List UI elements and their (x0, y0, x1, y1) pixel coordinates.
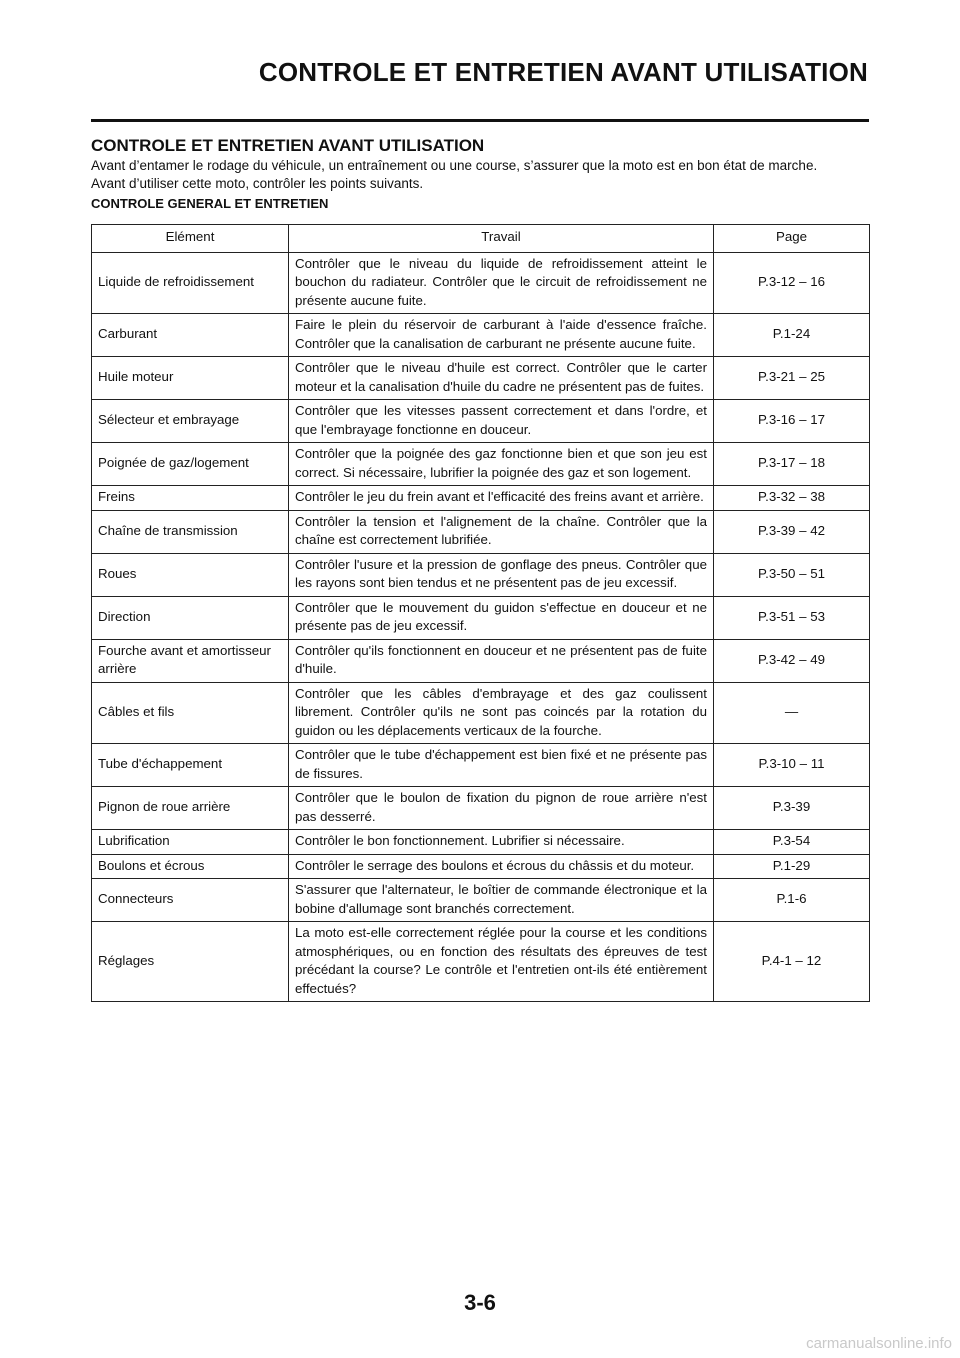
section-title: CONTROLE ET ENTRETIEN AVANT UTILISATION (91, 136, 485, 155)
cell-page: P.3-21 – 25 (714, 357, 870, 400)
cell-page: P.3-10 – 11 (714, 744, 870, 787)
intro-line: Avant d’entamer le rodage du véhicule, un entraînement ou une course, s’assurer que la moto est en bon état de marche. (91, 158, 818, 173)
table-row (92, 357, 870, 400)
table-body (92, 252, 870, 1002)
cell-element: Pignon de roue arrière (92, 787, 289, 830)
page-number: 3-6 (464, 1290, 496, 1315)
cell-element: Sélecteur et embrayage (92, 400, 289, 443)
cell-work: Contrôler qu'ils fonctionnent en douceur et ne présentent pas de fuite d'huile. (289, 639, 714, 682)
table-row (92, 596, 870, 639)
cell-element: Connecteurs (92, 879, 289, 922)
cell-work: Contrôler le serrage des boulons et écrous du châssis et du moteur. (289, 854, 714, 879)
cell-work: Contrôler que la poignée des gaz fonctionne bien et que son jeu est correct. Si nécessaire, lubrifier la poignée des gaz et son logement. (289, 443, 714, 486)
column-header-page: Page (714, 225, 870, 253)
cell-element: Lubrification (92, 830, 289, 855)
table-row (92, 252, 870, 314)
table-row (92, 486, 870, 511)
column-header-element: Elément (92, 225, 289, 253)
table-row (92, 787, 870, 830)
cell-page: P.3-16 – 17 (714, 400, 870, 443)
cell-work: Contrôler le jeu du frein avant et l'efficacité des freins avant et arrière. (289, 486, 714, 511)
watermark: carmanualsonline.info (806, 1335, 952, 1352)
cell-element: Direction (92, 596, 289, 639)
table-row (92, 922, 870, 1002)
cell-page: P.3-32 – 38 (714, 486, 870, 511)
cell-page: P.3-17 – 18 (714, 443, 870, 486)
cell-work: S'assurer que l'alternateur, le boîtier de commande électronique et la bobine d'allumage sont branchés correctement. (289, 879, 714, 922)
cell-work: Contrôler que le mouvement du guidon s'effectue en douceur et ne présente pas de jeu excessif. (289, 596, 714, 639)
cell-work: Contrôler que les câbles d'embrayage et des gaz coulissent librement. Contrôler qu'ils ne sont pas coincés par la rotation du guidon ou les déplacements verticaux de la fourche. (289, 682, 714, 744)
table-subheading: CONTROLE GENERAL ET ENTRETIEN (91, 196, 329, 211)
table-row (92, 314, 870, 357)
cell-element: Câbles et fils (92, 682, 289, 744)
table-row (92, 830, 870, 855)
table-row (92, 744, 870, 787)
cell-element: Fourche avant et amortisseur arrière (92, 639, 289, 682)
cell-work: Contrôler l'usure et la pression de gonflage des pneus. Contrôler que les rayons sont bien tendus et ne présentent pas de jeu excessif. (289, 553, 714, 596)
cell-element: Poignée de gaz/logement (92, 443, 289, 486)
cell-page: P.3-12 – 16 (714, 252, 870, 314)
table-row (92, 682, 870, 744)
cell-page: P.3-50 – 51 (714, 553, 870, 596)
header-rule (91, 119, 869, 122)
cell-element: Huile moteur (92, 357, 289, 400)
intro-line: Avant d’utiliser cette moto, contrôler les points suivants. (91, 176, 424, 191)
cell-element: Réglages (92, 922, 289, 1002)
cell-work: Contrôler que le niveau d'huile est correct. Contrôler que le carter moteur et la canalisation d'huile du cadre ne présentent pas de fuites. (289, 357, 714, 400)
cell-page: P.3-39 – 42 (714, 510, 870, 553)
column-header-work: Travail (289, 225, 714, 253)
table-row (92, 400, 870, 443)
cell-page: P.3-39 (714, 787, 870, 830)
cell-work: Faire le plein du réservoir de carburant à l'aide d'essence fraîche. Contrôler que la canalisation de carburant ne présente aucune fuite. (289, 314, 714, 357)
table-row (92, 553, 870, 596)
cell-page: P.1-6 (714, 879, 870, 922)
cell-work: Contrôler la tension et l'alignement de la chaîne. Contrôler que la chaîne est correctement lubrifiée. (289, 510, 714, 553)
cell-work: La moto est-elle correctement réglée pour la course et les conditions atmosphériques, ou en fonction des résultats des épreuves de test précédant la course? Le contrôle et l'entretien ont-ils été entièrement effectués? (289, 922, 714, 1002)
table-row (92, 510, 870, 553)
cell-element: Freins (92, 486, 289, 511)
cell-work: Contrôler que le tube d'échappement est bien fixé et ne présente pas de fissures. (289, 744, 714, 787)
cell-element: Boulons et écrous (92, 854, 289, 879)
table-row (92, 639, 870, 682)
cell-work: Contrôler que les vitesses passent correctement et dans l'ordre, et que l'embrayage fonctionne en douceur. (289, 400, 714, 443)
table-row (92, 443, 870, 486)
table-header-row (92, 225, 870, 253)
cell-element: Chaîne de transmission (92, 510, 289, 553)
cell-work: Contrôler le bon fonctionnement. Lubrifier si nécessaire. (289, 830, 714, 855)
cell-page: — (714, 682, 870, 744)
table-row (92, 854, 870, 879)
cell-page: P.3-54 (714, 830, 870, 855)
cell-page: P.3-42 – 49 (714, 639, 870, 682)
cell-page: P.4-1 – 12 (714, 922, 870, 1002)
cell-page: P.1-24 (714, 314, 870, 357)
cell-page: P.3-51 – 53 (714, 596, 870, 639)
cell-element: Carburant (92, 314, 289, 357)
cell-page: P.1-29 (714, 854, 870, 879)
cell-element: Liquide de refroidissement (92, 252, 289, 314)
intro-text (91, 157, 881, 193)
cell-element: Roues (92, 553, 289, 596)
page-header-title: CONTROLE ET ENTRETIEN AVANT UTILISATION (258, 57, 868, 87)
cell-element: Tube d'échappement (92, 744, 289, 787)
cell-work: Contrôler que le boulon de fixation du pignon de roue arrière n'est pas desserré. (289, 787, 714, 830)
inspection-table (91, 224, 870, 1002)
table-row (92, 879, 870, 922)
cell-work: Contrôler que le niveau du liquide de refroidissement atteint le bouchon du radiateur. Contrôler que le circuit de refroidissement ne présente aucune fuite. (289, 252, 714, 314)
